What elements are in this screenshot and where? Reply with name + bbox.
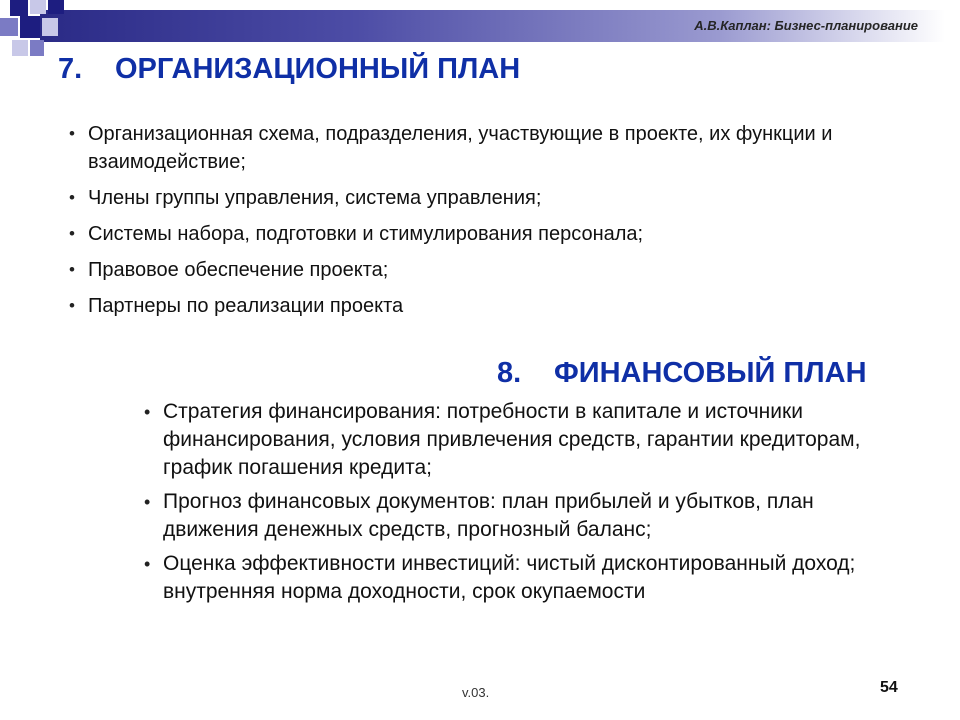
header-caption: А.В.Каплан: Бизнес-планирование xyxy=(694,18,918,33)
list-item: • Прогноз финансовых документов: план прибылей и убытков, план движения денежных средств, прогнозный баланс; xyxy=(163,488,903,544)
organizational-plan-list xyxy=(88,120,848,328)
list-item: • Системы набора, подготовки и стимулирования персонала; xyxy=(88,220,848,248)
version-label: v.03. xyxy=(462,685,490,700)
list-item: • Правовое обеспечение проекта; xyxy=(88,256,848,284)
list-item: • Партнеры по реализации проекта xyxy=(88,292,848,320)
list-item: • Оценка эффективности инвестиций: чистый дисконтированный доход; внутренняя норма доходности, срок окупаемости xyxy=(163,550,903,606)
list-item: • Стратегия финансирования: потребности в капитале и источники финансирования, условия привлечения средств, гарантии кредиторам, график погашения кредита; xyxy=(163,398,903,482)
section-number: 7. xyxy=(58,53,83,85)
section-number: 8. xyxy=(497,357,522,389)
list-item: • Организационная схема, подразделения, участвующие в проекте, их функции и взаимодействие; xyxy=(88,120,848,176)
section-title-text: ФИНАНСОВЫЙ ПЛАН xyxy=(554,357,867,389)
section-title-organizational-plan xyxy=(58,53,520,86)
page-number: 54 xyxy=(880,679,898,696)
section-title-financial-plan xyxy=(497,357,867,390)
list-item: • Члены группы управления, система управления; xyxy=(88,184,848,212)
section-title-text: ОРГАНИЗАЦИОННЫЙ ПЛАН xyxy=(115,53,521,85)
financial-plan-list xyxy=(163,398,903,612)
